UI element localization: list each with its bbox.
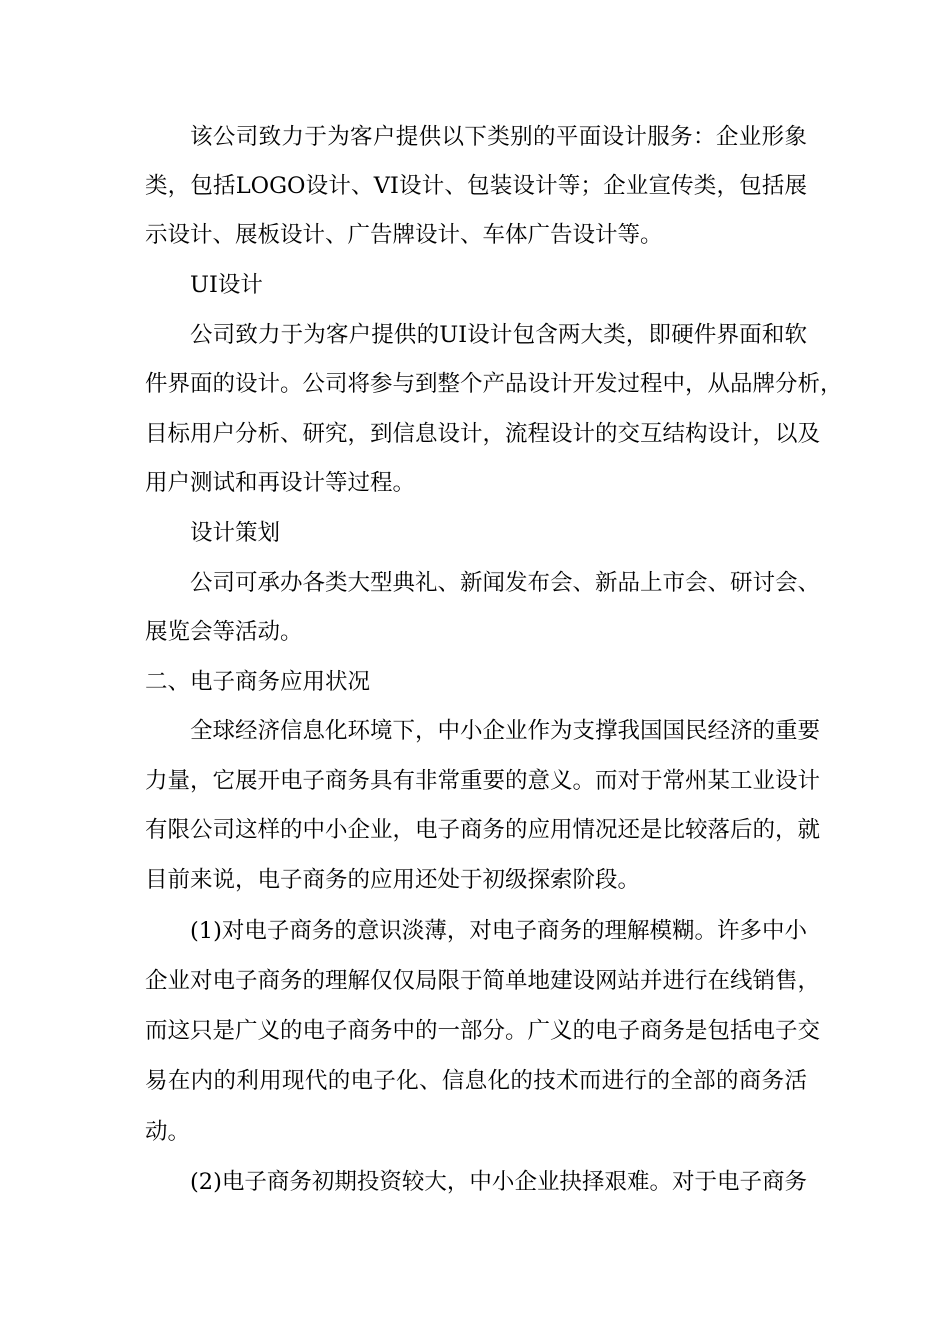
paragraph-line: 公司致力于为客户提供的UI设计包含两大类，即硬件界面和软	[190, 322, 807, 348]
paragraph-line: (2)电子商务初期投资较大，中小企业抉择艰难。对于电子商务	[190, 1169, 807, 1195]
paragraph-line: 目标用户分析、研究，到信息设计，流程设计的交互结构设计，以及	[145, 421, 821, 447]
paragraph-line: 有限公司这样的中小企业，电子商务的应用情况还是比较落后的，就	[145, 817, 821, 843]
paragraph-line: 该公司致力于为客户提供以下类别的平面设计服务：企业形象	[190, 124, 807, 150]
section-heading: 二、电子商务应用状况	[145, 669, 371, 695]
paragraph-line: 全球经济信息化环境下，中小企业作为支撑我国国民经济的重要	[190, 718, 821, 744]
paragraph-line: 动。	[145, 1119, 191, 1145]
paragraph-line: 公司可承办各类大型典礼、新闻发布会、新品上市会、研讨会、	[190, 570, 821, 596]
paragraph-line: 示设计、展板设计、广告牌设计、车体广告设计等。	[145, 222, 663, 248]
paragraph-line: (1)对电子商务的意识淡薄，对电子商务的理解模糊。许多中小	[190, 918, 807, 944]
paragraph-line: 件界面的设计。公司将参与到整个产品设计开发过程中，从品牌分析，	[145, 371, 843, 397]
section-heading: UI设计	[190, 272, 263, 298]
paragraph-line: 用户测试和再设计等过程。	[145, 470, 416, 496]
paragraph-line: 类，包括LOGO设计、VI设计、包装设计等；企业宣传类，包括展	[145, 173, 807, 199]
paragraph-line: 易在内的利用现代的电子化、信息化的技术而进行的全部的商务活	[145, 1068, 807, 1094]
section-heading: 设计策划	[190, 520, 281, 546]
paragraph-line: 力量，它展开电子商务具有非常重要的意义。而对于常州某工业设计	[145, 768, 821, 794]
paragraph-line: 目前来说，电子商务的应用还处于初级探索阶段。	[145, 867, 641, 893]
paragraph-line: 展览会等活动。	[145, 619, 303, 645]
paragraph-line: 而这只是广义的电子商务中的一部分。广义的电子商务是包括电子交	[145, 1018, 821, 1044]
paragraph-line: 企业对电子商务的理解仅仅局限于简单地建设网站并进行在线销售，	[145, 968, 821, 994]
